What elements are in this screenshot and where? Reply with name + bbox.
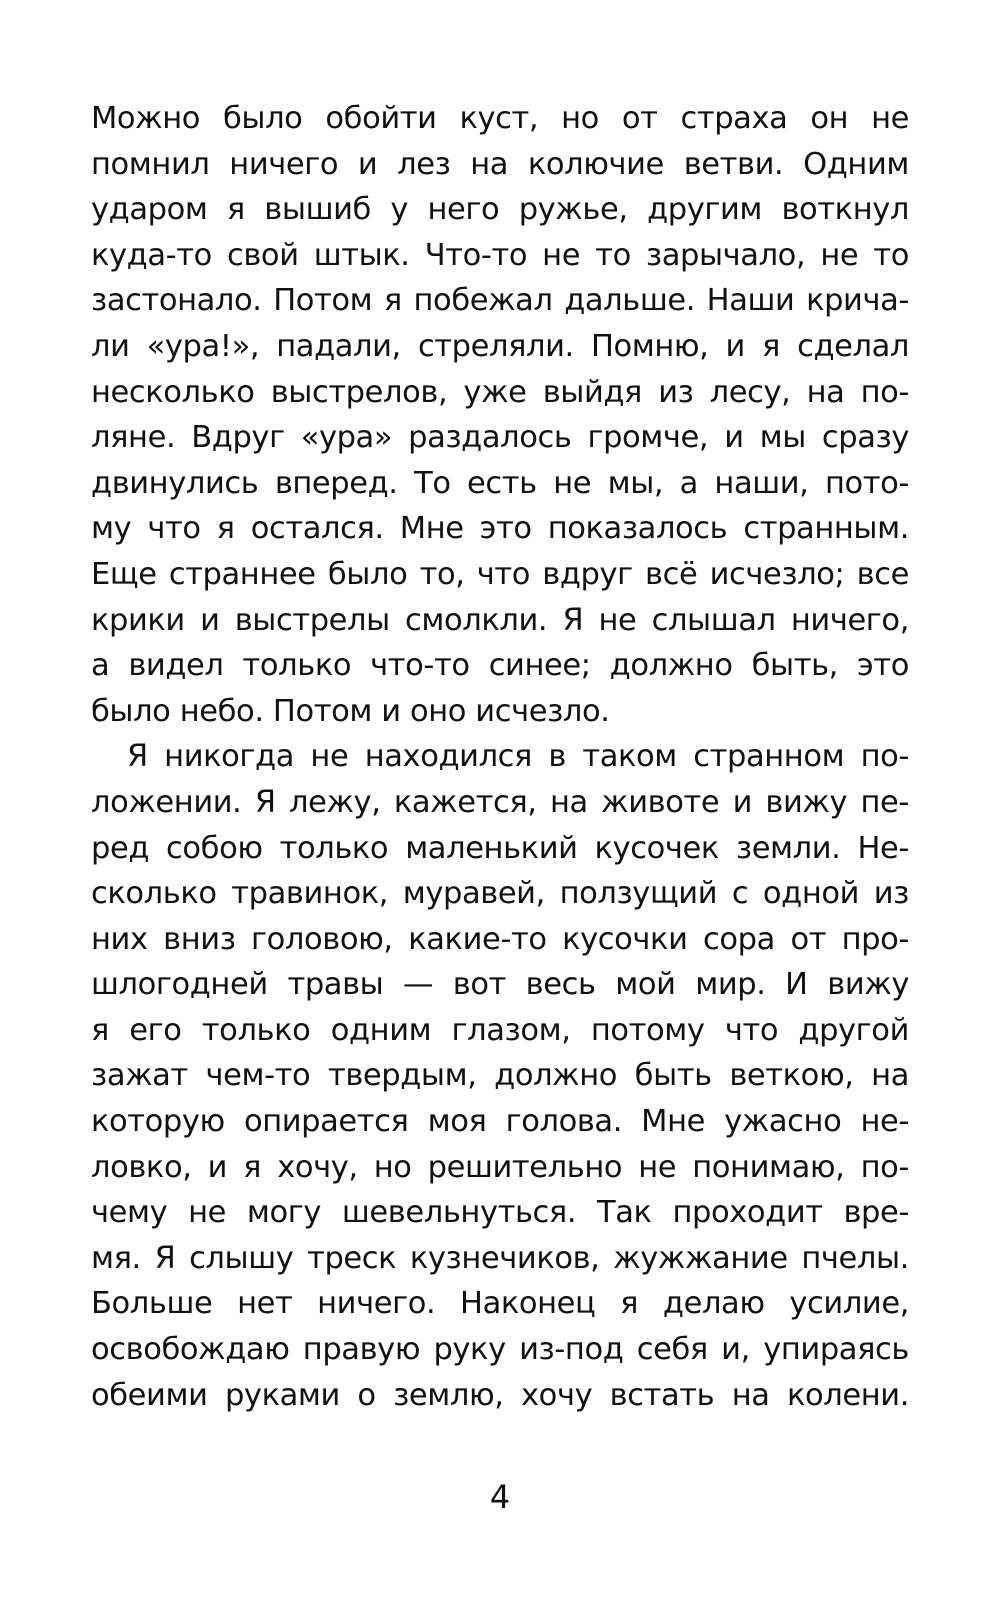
text-line: обеими руками о землю, хочу встать на колени. <box>91 1377 909 1413</box>
text-line: которую опирается моя голова. Мне ужасно не- <box>91 1104 909 1140</box>
text-line: ловко, и я хочу, но решительно не понимаю, по- <box>91 1149 909 1185</box>
text-line: Можно было обойти куст, но от страха он не <box>91 101 909 136</box>
text-line: ред собою только маленький кусочек земли. Не- <box>91 830 909 866</box>
text-line: Больше нет ничего. Наконец я делаю усилие, <box>91 1286 909 1322</box>
text-line: Еще страннее было то, что вдруг всё исчезло; все <box>91 556 909 592</box>
text-line: ложении. Я лежу, кажется, на животе и вижу пе- <box>91 784 909 820</box>
text-line: чему не могу шевельнуться. Так проходит вре- <box>91 1195 909 1231</box>
page-number: 4 <box>489 1478 511 1516</box>
text-line: шлогодней травы — вот весь мой мир. И вижу <box>91 967 909 1003</box>
text-line: сколько травинок, муравей, ползущий с одной из <box>91 876 909 912</box>
text-line: освобождаю правую руку из-под себя и, упираясь <box>91 1332 909 1368</box>
text-line: зажат чем-то твердым, должно быть веткою, на <box>91 1058 909 1094</box>
text-line: а видел только что-то синее; должно быть, это <box>91 648 909 684</box>
paragraph-1 <box>91 96 909 734</box>
text-line: было небо. Потом и оно исчезло. <box>91 693 610 729</box>
text-line: ли «ура!», падали, стреляли. Помню, и я сделал <box>91 328 909 364</box>
text-line: Я никогда не находился в таком странном по- <box>127 739 909 775</box>
text-line: двинулись вперед. То есть не мы, а наши, пото- <box>91 465 909 501</box>
text-line: му что я остался. Мне это показалось странным. <box>91 511 909 547</box>
text-line: ляне. Вдруг «ура» раздалось громче, и мы сразу <box>91 420 909 456</box>
body-text <box>91 96 909 1418</box>
text-line: помнил ничего и лез на колючие ветви. Одним <box>91 146 909 182</box>
text-line: ударом я вышиб у него ружье, другим воткнул <box>91 192 909 228</box>
text-line: я его только одним глазом, потому что другой <box>91 1012 909 1048</box>
text-line: мя. Я слышу треск кузнечиков, жужжание пчелы. <box>91 1240 909 1276</box>
paragraph-2 <box>91 734 909 1418</box>
text-line: крики и выстрелы смолкли. Я не слышал ничего, <box>91 602 909 638</box>
text-line: куда-то свой штык. Что-то не то зарычало, не то <box>91 237 909 273</box>
text-line: них вниз головою, какие-то кусочки сора от про- <box>91 921 909 957</box>
text-line: несколько выстрелов, уже выйдя из лесу, на по- <box>91 374 909 410</box>
text-line: застонало. Потом я побежал дальше. Наши крича- <box>91 283 909 319</box>
